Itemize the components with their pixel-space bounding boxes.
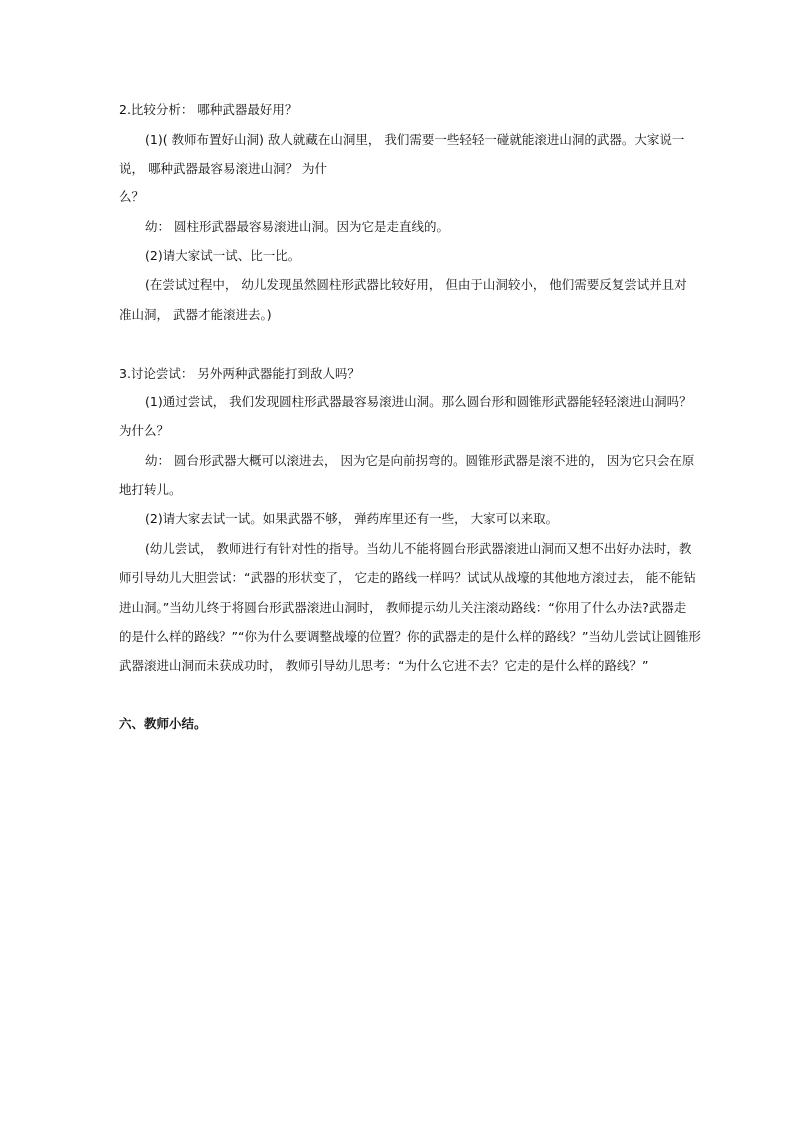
section-3-paragraph-4-line-3: 进山洞。”当幼儿终于将圆台形武器滚进山洞时， 教师提示幼儿关注滚动路线：“你用了什么办法?武器走 xyxy=(119,600,687,615)
section-3-paragraph-4-line-2: 师引导幼儿大胆尝试：“武器的形状变了， 它走的路线一样吗？试试从战壕的其他地方滚过去， 能不能钻 xyxy=(119,570,696,585)
section-3-heading: 3.讨论尝试： 另外两种武器能打到敌人吗？ xyxy=(119,366,360,381)
section-3-paragraph-2-line-2: 地打转儿。 xyxy=(119,482,182,497)
section-2-paragraph-3: (2)请大家试一试、比一比。 xyxy=(145,248,301,263)
section-2-paragraph-1-line-3: 么？ xyxy=(119,189,145,204)
section-3-paragraph-4-line-5: 武器滚进山洞而未获成功时， 教师引导幼儿思考：“为什么它进不去？它走的是什么样的路线？” xyxy=(119,658,649,673)
section-3-paragraph-4-line-4: 的是什么样的路线？”“你为什么要调整战壕的位置？你的武器走的是什么样的路线？”当幼儿尝试让圆锥形 xyxy=(119,629,701,644)
section-2-paragraph-4-line-1: (在尝试过程中， 幼儿发现虽然圆柱形武器比较好用， 但由于山洞较小， 他们需要反复尝试并且对 xyxy=(145,277,687,292)
section-3-paragraph-1-line-1: (1)通过尝试， 我们发现圆柱形武器最容易滚进山洞。那么圆台形和圆锥形武器能轻轻滚进山洞吗？ xyxy=(145,394,692,409)
section-2-paragraph-1-line-1: (1)( 教师布置好山洞) 敌人就藏在山洞里， 我们需要一些轻轻一碰就能滚进山洞的武器。大家说一 xyxy=(145,132,685,147)
section-3-paragraph-4-line-1: (幼儿尝试， 教师进行有针对性的指导。当幼儿不能将圆台形武器滚进山洞而又想不出好办法时，教 xyxy=(145,541,692,556)
section-3-paragraph-1-line-2: 为什么？ xyxy=(119,423,170,438)
section-2-paragraph-1-line-2: 说， 哪种武器最容易滚进山洞？ 为什 xyxy=(119,161,327,176)
section-2-paragraph-4-line-2: 准山洞， 武器才能滚进去。) xyxy=(119,307,272,322)
section-3-paragraph-3: (2)请大家去试一试。如果武器不够， 弹药库里还有一些， 大家可以来取。 xyxy=(145,511,559,526)
section-2-heading: 2.比较分析： 哪种武器最好用？ xyxy=(119,102,298,117)
section-2-paragraph-2: 幼： 圆柱形武器最容易滚进山洞。因为它是走直线的。 xyxy=(145,219,449,234)
section-6-heading: 六、教师小结。 xyxy=(119,716,207,731)
section-3-paragraph-2-line-1: 幼： 圆台形武器大概可以滚进去， 因为它是向前拐弯的。圆锥形武器是滚不进的， 因为它只会在原 xyxy=(145,453,695,468)
